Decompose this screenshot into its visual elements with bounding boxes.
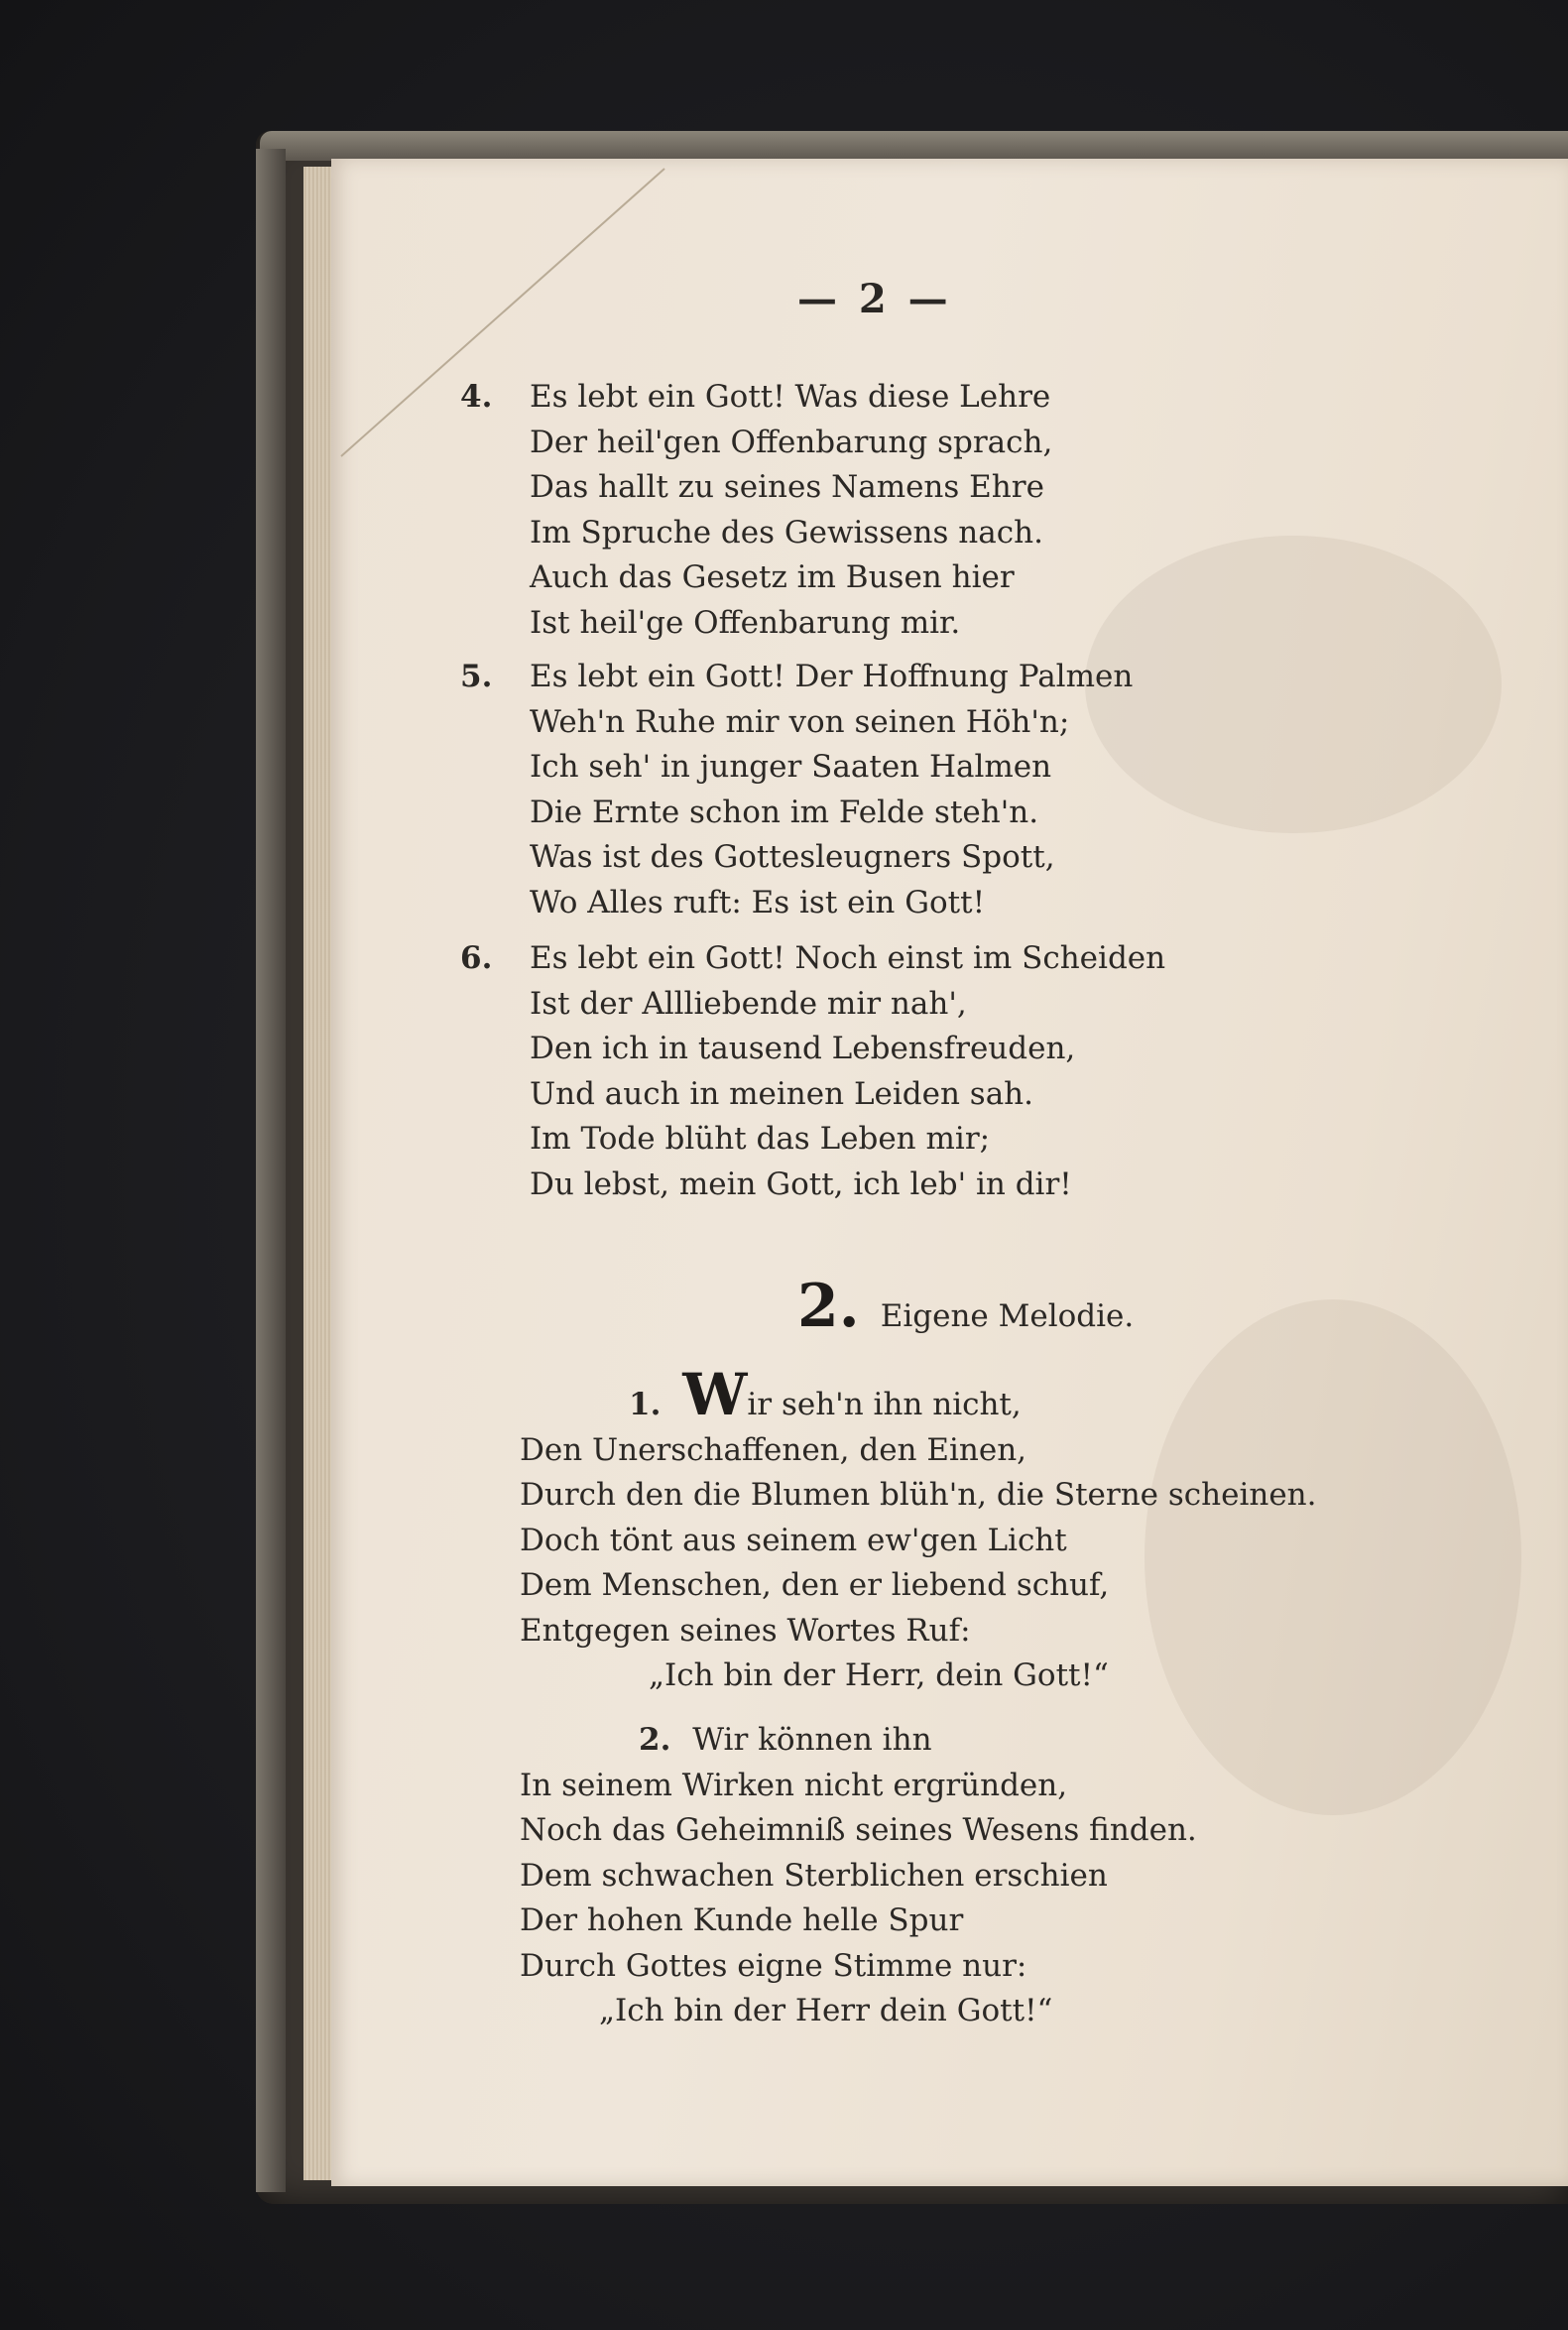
stanza-number: 5. <box>460 659 493 694</box>
verse-line: Ich seh' in junger Saaten Halmen <box>530 749 1052 785</box>
verse-line: Dem schwachen Sterblichen erschien <box>520 1857 1108 1894</box>
stanza-4 <box>460 375 1353 646</box>
verse-line: Auch das Gesetz im Busen hier <box>530 559 1015 595</box>
cover-edge-left <box>256 149 286 2192</box>
drop-cap: W <box>682 1361 748 1428</box>
melody-note: Eigene Melodie. <box>880 1298 1135 1334</box>
hymn-2-heading <box>797 1272 1134 1341</box>
verse-line: Das hallt zu seines Namens Ehre <box>530 469 1044 505</box>
verse-line: Weh'n Ruhe mir von seinen Höh'n; <box>530 703 1070 740</box>
verse-line: Ist der Allliebende mir nah', <box>530 985 967 1022</box>
verse-line: Was ist des Gottesleugners Spott, <box>530 839 1055 875</box>
verse-line: Der heil'gen Offenbarung sprach, <box>530 424 1053 460</box>
verse-line: Entgegen seines Wortes Ruf: <box>520 1612 971 1649</box>
verse-line: Dem Menschen, den er liebend schuf, <box>520 1567 1110 1603</box>
verse-first-line <box>629 1361 1561 1428</box>
verse-line: Den Unerschaffenen, den Einen, <box>520 1431 1027 1468</box>
book-page <box>331 159 1568 2186</box>
verse-line: Durch Gottes eigne Stimme nur: <box>520 1947 1027 1984</box>
page-number: — 2 — <box>797 276 952 322</box>
verse-line: Im Spruche des Gewissens nach. <box>530 514 1043 551</box>
stanza-number: 1. <box>629 1387 662 1422</box>
verse-line: Doch tönt aus seinem ew'gen Licht <box>520 1522 1067 1558</box>
hymn-2-stanza-1 <box>470 1361 1561 1699</box>
verse-line: In seinem Wirken nicht ergründen, <box>520 1767 1068 1803</box>
verse-line-start: Wir können ihn <box>692 1722 932 1758</box>
verse-line: Es lebt ein Gott! Was diese Lehre <box>530 379 1051 415</box>
verse-line: Ist heil'ge Offenbarung mir. <box>530 604 961 641</box>
verse-line: „Ich bin der Herr dein Gott!“ <box>599 1993 1053 2028</box>
verse-line: Du lebst, mein Gott, ich leb' in dir! <box>530 1165 1072 1202</box>
hymn-2-stanza-2 <box>470 1718 1561 2034</box>
stanza-number: 2. <box>639 1722 671 1758</box>
stanza-number: 6. <box>460 940 493 976</box>
verse-line: „Ich bin der Herr, dein Gott!“ <box>649 1657 1109 1693</box>
stanza-6 <box>460 936 1353 1207</box>
stanza-5 <box>460 655 1353 925</box>
verse-line: Die Ernte schon im Felde steh'n. <box>530 794 1039 830</box>
verse-line: Im Tode blüht das Leben mir; <box>530 1121 991 1157</box>
verse-line-rest: ir seh'n ihn nicht, <box>747 1387 1022 1422</box>
cover-edge-top <box>260 131 1568 161</box>
verse-line: Es lebt ein Gott! Noch einst im Scheiden <box>530 940 1166 976</box>
verse-line: Durch den die Blumen blüh'n, die Sterne scheinen. <box>520 1477 1317 1513</box>
stanza-number: 4. <box>460 379 493 415</box>
verse-line: Wo Alles ruft: Es ist ein Gott! <box>530 884 986 920</box>
verse-line: Den ich in tausend Lebensfreuden, <box>530 1031 1076 1066</box>
verse-line: Noch das Geheimniß seines Wesens finden. <box>520 1812 1197 1848</box>
verse-line: Der hohen Kunde helle Spur <box>520 1902 964 1938</box>
verse-first-line <box>639 1718 1561 1764</box>
verse-line: Es lebt ein Gott! Der Hoffnung Palmen <box>530 659 1134 694</box>
verse-line: Und auch in meinen Leiden sah. <box>530 1075 1034 1112</box>
hymn-number: 2. <box>797 1272 860 1341</box>
